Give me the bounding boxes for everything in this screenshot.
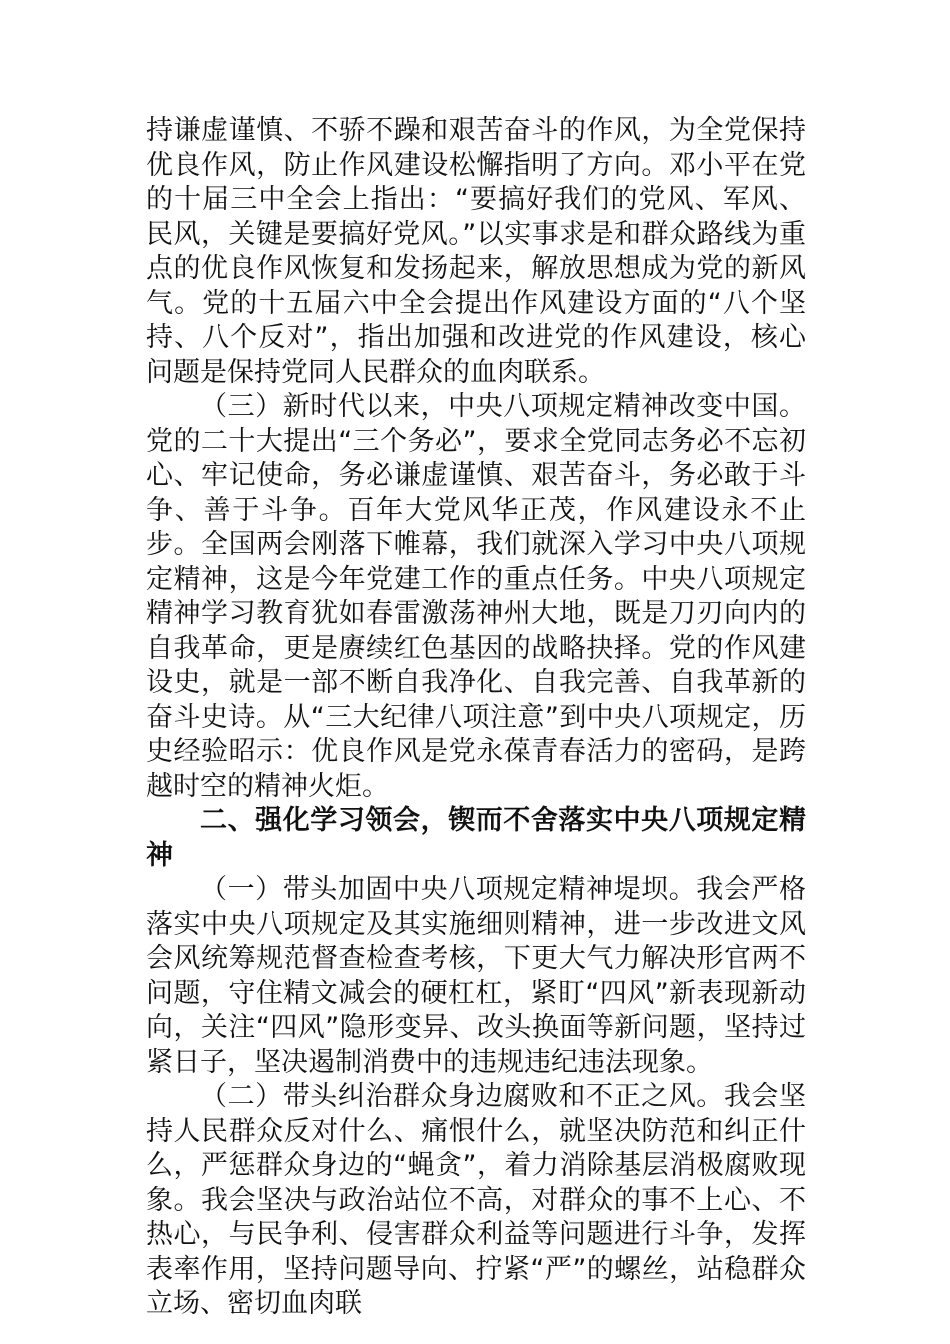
paragraph-section-three: （三）新时代以来，中央八项规定精神改变中国。党的二十大提出“三个务必”，要求全党同志务必不忘初心、牢记使命，务必谦虚谨慎、艰苦奋斗，务必敢于斗争、善于斗争。百年大党风华正茂，作风建设永不止步。全国两会刚落下帷幕，我们就深入学习中央八项规定精神，这是今年党建工作的重点任务。中央八项规定精神学习教育犹如春雷激荡神州大地，既是刀刃向内的自我革命，更是赓续红色基因的战略抉择。党的作风建设史，就是一部不断自我净化、自我完善、自我革新的奋斗史诗。从“三大纪律八项注意”到中央八项规定，历史经验昭示：优良作风是党永葆青春活力的密码，是跨越时空的精神火炬。 <box>146 391 806 802</box>
paragraph-continuation: 持谦虚谨慎、不骄不躁和艰苦奋斗的作风，为全党保持优良作风，防止作风建设松懈指明了方向。邓小平在党的十届三中全会上指出：“要搞好我们的党风、军风、民风，关键是要搞好党风。”以实事求是和群众路线为重点的优良作风恢复和发扬起来，解放思想成为党的新风气。党的十五届六中全会提出作风建设方面的“八个坚持、八个反对”，指出加强和改进党的作风建设，核心问题是保持党同人民群众的血肉联系。 <box>146 115 806 388</box>
section-heading-two: 二、强化学习领会，锲而不舍落实中央八项规定精神 <box>146 805 806 871</box>
paragraph-subsection-one: （一）带头加固中央八项规定精神堤坝。我会严格落实中央八项规定及其实施细则精神，进一步改进文风会风统筹规范督查检查考核，下更大气力解决形官两不问题，守住精文减会的硬杠杠，紧盯“四风”新表现新动向，关注“四风”隐形变异、改头换面等新问题，坚持过紧日子，坚决遏制消费中的违规违纪违法现象。 <box>146 874 806 1078</box>
paragraph-subsection-two: （二）带头纠治群众身边腐败和不正之风。我会坚持人民群众反对什么、痛恨什么，就坚决防范和纠正什么，严惩群众身边的“蝇贪”，着力消除基层消极腐败现象。我会坚决与政治站位不高，对群众的事不上心、不热心，与民争利、侵害群众利益等问题进行斗争，发挥表率作用，坚持问题导向、拧紧“严”的螺丝，站稳群众立场、密切血肉联 <box>146 1081 806 1319</box>
document-body <box>146 114 806 1322</box>
